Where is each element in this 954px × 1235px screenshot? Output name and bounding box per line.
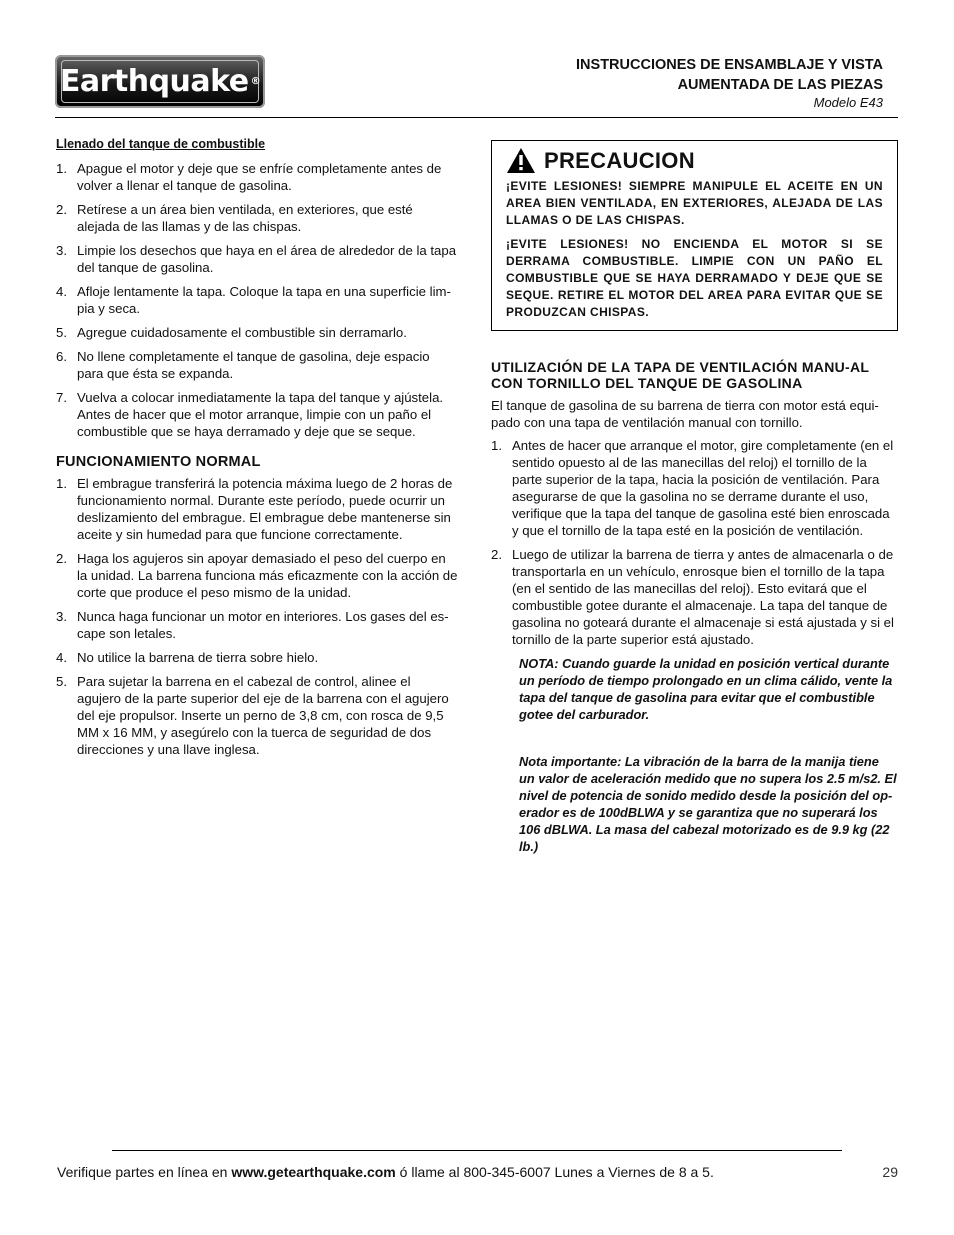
storage-note: NOTA: Cuando guarde la unidad en posición vertical durante un período de tiempo prolongado en un clima cálido, vente la tapa del tanque de gasolina para evitar que el combustible gotee del carburador. [519, 656, 893, 722]
list-item: 6. No llene completamente el tanque de gasolina, deje espacio para que ésta se expanda. [56, 349, 430, 381]
list-item: 2. Retírese a un área bien ventilada, en exteriores, que esté alejada de las llamas y de las chispas. [56, 202, 413, 234]
caution-title: PRECAUCION [544, 148, 695, 173]
fuel-steps-list [56, 160, 458, 440]
title-line-1: INSTRUCCIONES DE ENSAMBLAJE Y VISTA [576, 57, 883, 73]
list-item: 4. Afloje lentamente la tapa. Coloque la tapa en una superficie lim-pia y seca. [56, 284, 451, 316]
fuel-heading: Llenado del tanque de combustible [56, 137, 266, 151]
list-item: 1. El embrague transferirá la potencia máxima luego de 2 horas de funcionamiento normal. Durante este período, puede ocurrir un deslizamiento del embrague. El embrague debe mantenerse sin aceite y sin humedad para que funcione correctamente. [56, 476, 453, 542]
caution-paragraph-2: ¡EVITE LESIONES! NO ENCIENDA EL MOTOR SI SE DERRAMA COMBUSTIBLE. LIMPIE CON UN PAÑO EL COMBUSTIBLE QUE SE HAYA DERRAMADO Y DEJE QUE SE SEQUE. RETIRE EL MOTOR DEL AREA PARA EVITAR QUE SE PRODUZCAN CHISPAS. [506, 237, 883, 319]
caution-body [492, 178, 897, 330]
normal-operation-heading: FUNCIONAMIENTO NORMAL [56, 454, 261, 470]
earthquake-logo [55, 55, 265, 108]
warning-triangle-icon [506, 147, 536, 174]
left-column [56, 136, 458, 765]
vent-steps-list [491, 437, 898, 648]
header-divider [55, 117, 898, 118]
vibration-note: Nota importante: La vibración de la barra de la manija tiene un valor de aceleración medido que no supera los 2.5 m/s2. El nivel de potencia de sonido medido desde la posición del op-erador es de 100dBLWA y se garantiza que no superará los 106 dBLWA. La masa del cabezal motorizado es de 9.9 kg (22 lb.) [519, 754, 897, 854]
website-link[interactable]: www.getearthquake.com [231, 1164, 396, 1180]
page-title [576, 55, 883, 95]
list-item: 3. Limpie los desechos que haya en el área de alrededor de la tapa del tanque de gasolina. [56, 243, 457, 275]
title-line-2: AUMENTADA DE LAS PIEZAS [677, 77, 883, 93]
vent-cap-heading: UTILIZACIÓN DE LA TAPA DE VENTILACIÓN MANU-AL CON TORNILLO DEL TANQUE DE GASOLINA [491, 359, 869, 391]
footer-divider [112, 1150, 842, 1151]
logo-wordmark: Earthquake ® [61, 60, 259, 103]
model-label: Modelo E43 [813, 95, 883, 110]
caution-box [491, 140, 898, 331]
normal-operation-list [56, 475, 458, 758]
logo-text: Earthquake [59, 64, 249, 99]
footer-suffix: ó llame al 800-345-6007 Lunes a Viernes de 8 a 5. [395, 1164, 714, 1180]
page-number: 29 [882, 1164, 898, 1180]
list-item: 5. Para sujetar la barrena en el cabezal de control, alinee el agujero de la parte superior del eje de la barrena con el agujero del eje propulsor. Inserte un perno de 3,8 cm, con rosca de 9,5 MM x 16 MM, y asegúrelo con la tuerca de seguridad de dos direcciones y una llave inglesa. [56, 674, 449, 757]
caution-header [492, 141, 897, 178]
list-item: 5. Agregue cuidadosamente el combustible sin derramarlo. [56, 325, 407, 340]
list-item: 2. Haga los agujeros sin apoyar demasiado el peso del cuerpo en la unidad. La barrena funciona más eficazmente con la acción de corte que produce el peso mismo de la unidad. [56, 551, 458, 600]
vent-intro: El tanque de gasolina de su barrena de tierra con motor está equi-pado con una tapa de ventilación manual con tornillo. [491, 398, 879, 430]
list-item: 1. Apague el motor y deje que se enfríe completamente antes de volver a llenar el tanque de gasolina. [56, 161, 442, 193]
right-column [491, 140, 898, 859]
footer-text [57, 1164, 714, 1180]
caution-paragraph-1: ¡EVITE LESIONES! SIEMPRE MANIPULE EL ACEITE EN UN AREA BIEN VENTILADA, EN EXTERIORES, ALEJADA DE LAS LLAMAS O DE LAS CHISPAS. [506, 179, 883, 227]
list-item: 3. Nunca haga funcionar un motor en interiores. Los gases del es-cape son letales. [56, 609, 449, 641]
footer-prefix: Verifique partes en línea en [57, 1164, 232, 1180]
list-item: 4. No utilice la barrena de tierra sobre hielo. [56, 650, 319, 665]
list-item: 2. Luego de utilizar la barrena de tierra y antes de almacenarla o de transportarla en un vehículo, enrosque bien el tornillo de la tapa (en el sentido de las manecillas del reloj). Esto evitará que el combustible gotee durante el almacenaje. La tapa del tanque de gasolina no goteará durante el almacenaje si está ajustada y si el tornillo de la parte superior está ajustado. [491, 547, 894, 647]
list-item: 7. Vuelva a colocar inmediatamente la tapa del tanque y ajústela. Antes de hacer que el motor arranque, limpie con un paño el combustible que se haya derramado y deje que se seque. [56, 390, 444, 439]
list-item: 1. Antes de hacer que arranque el motor, gire completamente (en el sentido opuesto al de las manecillas del reloj) el tornillo de la parte superior de la tapa, hacia la posición de ventilación. Para asegurarse de que la gasolina no se derrame durante el uso, verifique que la tapa del tanque de gasolina esté bien enroscada y que el tornillo de la tapa esté en la posición de ventilación. [491, 438, 894, 538]
